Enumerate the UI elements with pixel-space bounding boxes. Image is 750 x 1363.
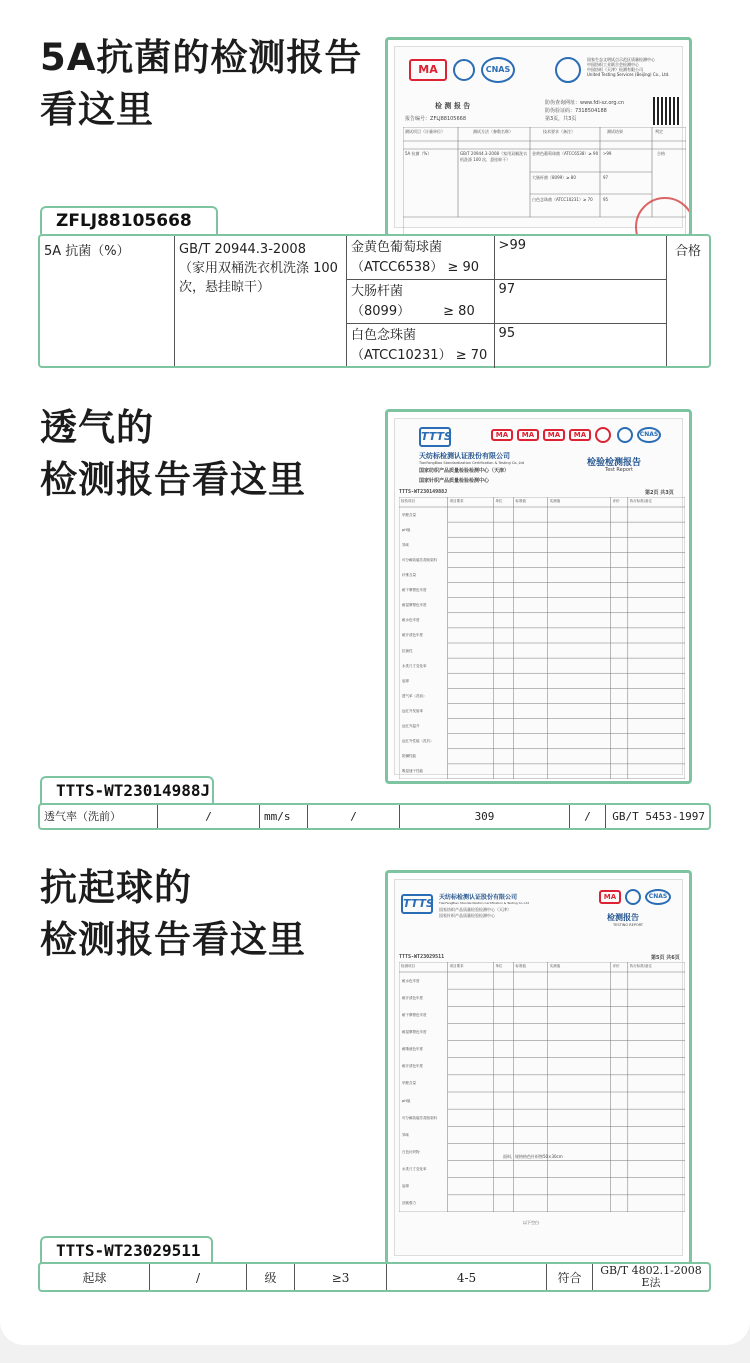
mini-row-label: 白色针织物 bbox=[402, 1150, 420, 1154]
mini-row-label: pH值 bbox=[402, 1098, 411, 1103]
mini-header: 评价 bbox=[612, 964, 620, 968]
ttts-logo: TTTS bbox=[401, 894, 433, 914]
section-2-result-strip bbox=[38, 803, 711, 830]
section-label: 面料，规格格色针织物50×30cm bbox=[503, 1154, 563, 1159]
requirement-threshold: ≥ 90 bbox=[447, 260, 480, 275]
mini-cell: 97 bbox=[603, 175, 609, 180]
requirement-name: 金黄色葡萄球菌 bbox=[351, 240, 443, 255]
section-1-report-number: ZFLJ88105668 bbox=[40, 206, 218, 234]
mini-row-label: 可分解致癌芳香胺染料 bbox=[402, 557, 437, 562]
result-value: 95 bbox=[498, 326, 516, 341]
mini-row-label: 耐水色牢度 bbox=[402, 978, 420, 983]
mini-row-label: 耐干摩擦色牢度 bbox=[402, 1012, 427, 1017]
section-1-report-image bbox=[385, 37, 692, 237]
requirement-code: （ATCC6538） bbox=[351, 260, 444, 275]
section-1-heading-line-1: 5A抗菌的检测报告 bbox=[40, 36, 363, 79]
mini-header: 评价 bbox=[612, 499, 620, 503]
strip-standard: GB/T 5453-1997 bbox=[612, 810, 705, 823]
strip-evaluation: / bbox=[570, 805, 606, 828]
report-no: TTTS-WT23014988J bbox=[399, 489, 448, 495]
footer-note: 以下空白 bbox=[523, 1220, 539, 1225]
cnas-logo: CNAS bbox=[645, 889, 671, 905]
mini-header: 单位 bbox=[495, 964, 503, 968]
requirement bbox=[347, 236, 495, 279]
requirement-row bbox=[347, 236, 666, 280]
section-2-report-number: TTTS-WT23014988J bbox=[40, 776, 214, 804]
qr-code-icon bbox=[653, 97, 681, 125]
uts-logo-icon bbox=[555, 57, 581, 83]
strip-standard-value: / bbox=[308, 805, 400, 828]
page-line: 第3页，共3页 bbox=[545, 116, 577, 122]
strip-item: 透气率（洗前） bbox=[40, 805, 158, 828]
report-title: 检验检测报告 bbox=[587, 458, 642, 468]
requirement bbox=[347, 280, 495, 323]
report-no-line bbox=[405, 115, 466, 122]
company-name: 天纺标检测认证股份有限公司 bbox=[439, 894, 518, 901]
strip-requirements bbox=[347, 236, 667, 366]
result-value: 97 bbox=[498, 282, 516, 297]
mini-cell: 金黄色葡萄球菌（ATCC6538）≥ 90 bbox=[532, 151, 599, 156]
standard-line: E法 bbox=[641, 1276, 661, 1289]
standard-line: GB/T 4802.1-2008 bbox=[600, 1264, 702, 1277]
section-3-heading bbox=[40, 862, 306, 966]
mini-row-label: 可分解致癌芳香胺染料 bbox=[402, 1115, 437, 1120]
report-paper bbox=[394, 879, 683, 1256]
center-name: 国家纺织产品质量检验检测中心（天津） bbox=[439, 907, 511, 912]
mini-cell: 合格 bbox=[657, 151, 665, 156]
mini-row-label: 甲醛含量 bbox=[402, 512, 416, 517]
company-name-en: TianFangBiao Standardization Certification & Testing Co.,Ltd bbox=[439, 901, 530, 905]
result-value: >99 bbox=[498, 238, 526, 253]
mini-row-label: 耐湿摩擦色牢度 bbox=[402, 1030, 427, 1034]
mini-header: 检验项目 bbox=[401, 499, 415, 503]
ma-logo: MA bbox=[409, 59, 447, 81]
section-3-result-strip bbox=[38, 1262, 711, 1292]
strip-result: 4-5 bbox=[387, 1264, 547, 1290]
mini-row-label: 远红外温升 bbox=[402, 724, 420, 729]
section-1-heading bbox=[40, 32, 362, 136]
strip-item: 5A 抗菌（%） bbox=[40, 236, 175, 366]
mini-cell: 95 bbox=[603, 197, 609, 202]
ilac-logo-icon bbox=[453, 59, 475, 81]
ma-logo: MA bbox=[517, 429, 539, 441]
report-table bbox=[399, 962, 685, 1212]
report-no: TTTS-WT23029511 bbox=[399, 954, 445, 960]
cnas-logo: CNAS bbox=[481, 57, 515, 83]
mini-header: 实测值 bbox=[549, 499, 561, 503]
method-line: 次，悬挂晾干） bbox=[179, 280, 271, 295]
report-title-en: TESTING REPORT bbox=[613, 923, 644, 927]
query-line: 防伪查询网址：www.fdi-sz.org.cn bbox=[545, 100, 625, 106]
requirement-threshold: ≥ 70 bbox=[455, 348, 488, 363]
ma-logo: MA bbox=[491, 429, 513, 441]
strip-requirement: / bbox=[158, 805, 260, 828]
mini-row-label: 起球 bbox=[402, 1184, 409, 1189]
section-2-heading-line-1: 透气的 bbox=[40, 406, 154, 449]
requirement-value bbox=[351, 346, 490, 366]
company-name: 天纺标检测认证股份有限公司 bbox=[419, 452, 510, 460]
mini-header: 技术要求（备注） bbox=[543, 129, 575, 134]
mini-row-label: 吸湿速干性能 bbox=[402, 769, 423, 774]
mini-row-label: 耐水色牢度 bbox=[402, 618, 420, 623]
report-header-right bbox=[587, 57, 669, 77]
section-3-heading-line-1: 抗起球的 bbox=[40, 866, 192, 909]
strip-verdict: 合格 bbox=[674, 244, 701, 259]
mini-header: 测试结果 bbox=[607, 129, 623, 134]
mini-row-label: 顶破强力 bbox=[402, 1201, 416, 1206]
mini-row-label: 异味 bbox=[402, 1132, 409, 1137]
mini-row-label: 耐干摩擦色牢度 bbox=[402, 588, 427, 593]
mini-row-label: 抗菌性 bbox=[402, 648, 413, 653]
requirement-row bbox=[347, 280, 666, 324]
mini-row-label: 水洗尺寸变化率 bbox=[402, 663, 427, 668]
section-1-result-strip bbox=[38, 234, 711, 368]
mini-header: 执行标准/备注 bbox=[629, 964, 652, 968]
mini-header: 检测项目 bbox=[401, 964, 415, 968]
requirement-row bbox=[347, 324, 666, 368]
mini-header: 项目要求 bbox=[449, 964, 464, 968]
mini-row-label: 甲醛含量 bbox=[402, 1081, 416, 1086]
report-paper bbox=[394, 46, 683, 228]
mini-row-label: 耐汗渍色牢度 bbox=[402, 1064, 423, 1069]
section-1-heading-line-2: 看这里 bbox=[40, 88, 154, 131]
mini-header: 执行标准/备注 bbox=[629, 499, 652, 503]
method-line: GB/T 20944.3-2008 bbox=[179, 242, 306, 257]
method-line: （家用双桶洗衣机洗涤 100 bbox=[179, 261, 338, 276]
requirement-value bbox=[351, 302, 490, 322]
mini-header: 判定 bbox=[655, 129, 663, 134]
report-table bbox=[399, 497, 685, 779]
mini-cell: 白色念珠菌（ATCC10231）≥ 70 bbox=[532, 197, 593, 202]
requirement-value bbox=[351, 258, 490, 278]
mini-row-label: 耐唾液色牢度 bbox=[402, 1047, 423, 1052]
mini-row-label: 起球 bbox=[402, 678, 409, 683]
strip-item: 起球 bbox=[40, 1264, 150, 1290]
center-name-2: 国家针织产品质量检验检测中心 bbox=[419, 478, 490, 484]
ma-logo: MA bbox=[543, 429, 565, 441]
report-title: 检 测 报 告 bbox=[435, 102, 471, 110]
mini-header: 测试方法（参数名称） bbox=[473, 129, 513, 134]
mini-row-label: 透气率（洗前） bbox=[402, 693, 427, 698]
header-right-line: 中国纺织（天津）检测有限公司 bbox=[587, 67, 643, 72]
mini-header: 项目要求 bbox=[449, 499, 464, 503]
mini-header: 单位 bbox=[495, 499, 503, 503]
mini-row-label: pH值 bbox=[402, 527, 411, 532]
header-right-line: 中国纺织工业联合会检测中心 bbox=[587, 62, 639, 67]
ma-logo: MA bbox=[569, 429, 591, 441]
page-line: 第5页 共6页 bbox=[651, 955, 680, 961]
center-name-2: 国家针织产品质量检验检测中心 bbox=[439, 913, 495, 918]
ilac-logo-icon bbox=[625, 889, 641, 905]
mini-cell: 大肠杆菌（8099）≥ 80 bbox=[532, 175, 576, 180]
mini-cell: 5A 抗菌（%） bbox=[405, 151, 432, 156]
mini-row-label: 远红外发射率 bbox=[402, 709, 423, 713]
center-name: 国家纺织产品质量检验检测中心（天津） bbox=[419, 468, 510, 474]
ilac-logo-icon bbox=[617, 427, 633, 443]
section-2-heading bbox=[40, 402, 306, 506]
strip-unit: mm/s bbox=[260, 805, 308, 828]
report-no-value: ZFLJ88105668 bbox=[430, 116, 467, 122]
mini-row-label: 耐汗渍色牢度 bbox=[402, 633, 423, 638]
company-name-en: TianFangBiao Standardization Certification & Testing Co.,Ltd bbox=[419, 461, 525, 465]
strip-standard-value: ≥3 bbox=[295, 1264, 387, 1290]
requirement bbox=[347, 324, 495, 368]
mini-cell: GB/T 20944.3-2008（家用双桶洗衣机洗涤 100 次，悬挂晾干） bbox=[460, 151, 528, 162]
ttts-logo: TTTS bbox=[419, 427, 451, 447]
verify-line: 防伪验证码：7318504188 bbox=[545, 108, 607, 114]
strip-method bbox=[175, 236, 347, 366]
strip-standard bbox=[593, 1264, 709, 1290]
strip-evaluation: 符合 bbox=[547, 1264, 593, 1290]
mini-row-label: 耐湿摩擦色牢度 bbox=[402, 603, 427, 608]
section-2-heading-line-2: 检测报告看这里 bbox=[40, 458, 306, 501]
cma-triangle-icon bbox=[595, 427, 611, 443]
page-line: 第2页 共3页 bbox=[645, 490, 674, 496]
mini-header: 测试项目（计量单位） bbox=[405, 129, 445, 134]
report-title: 检测报告 bbox=[607, 913, 639, 922]
section-2-report-image bbox=[385, 409, 692, 784]
requirement-name: 大肠杆菌 bbox=[351, 284, 404, 299]
ma-logo: MA bbox=[599, 890, 621, 904]
cnas-logo: CNAS bbox=[637, 427, 661, 443]
mini-header: 标准值 bbox=[515, 499, 526, 503]
report-title-en: Test Report bbox=[605, 467, 634, 473]
mini-row-label: 异味 bbox=[402, 542, 409, 547]
mini-row-label: 水洗尺寸变化率 bbox=[402, 1167, 427, 1172]
report-paper bbox=[394, 418, 683, 775]
section-3-heading-line-2: 检测报告看这里 bbox=[40, 918, 306, 961]
mini-header: 实测值 bbox=[549, 964, 561, 968]
requirement-name: 白色念珠菌 bbox=[351, 328, 417, 343]
requirement-threshold: ≥ 80 bbox=[443, 304, 475, 319]
mini-row-label: 远红外性能（洗后） bbox=[402, 739, 434, 744]
requirement-code: （ATCC10231） bbox=[351, 348, 452, 363]
section-3-report-number: TTTS-WT23029511 bbox=[40, 1236, 213, 1264]
report-no-label: 报告编号： bbox=[405, 116, 431, 122]
header-right-line: United Testing Services (Beijing) Co., Ltd. bbox=[587, 72, 670, 77]
strip-result: 309 bbox=[400, 805, 570, 828]
section-3-report-image bbox=[385, 870, 692, 1265]
mini-header: 标准值 bbox=[515, 964, 526, 968]
mini-row-label: 纤维含量 bbox=[402, 573, 416, 577]
requirement-code: （8099） bbox=[351, 304, 411, 319]
mini-row-label: 耐汗渍色牢度 bbox=[402, 995, 423, 1000]
mini-row-label: 防螨性能 bbox=[402, 754, 416, 759]
strip-unit: 级 bbox=[247, 1264, 295, 1290]
strip-requirement: / bbox=[150, 1264, 247, 1290]
header-right-line: 国家生态文明试点示范区质量检测中心 bbox=[587, 57, 655, 62]
mini-cell: >99 bbox=[603, 151, 612, 156]
